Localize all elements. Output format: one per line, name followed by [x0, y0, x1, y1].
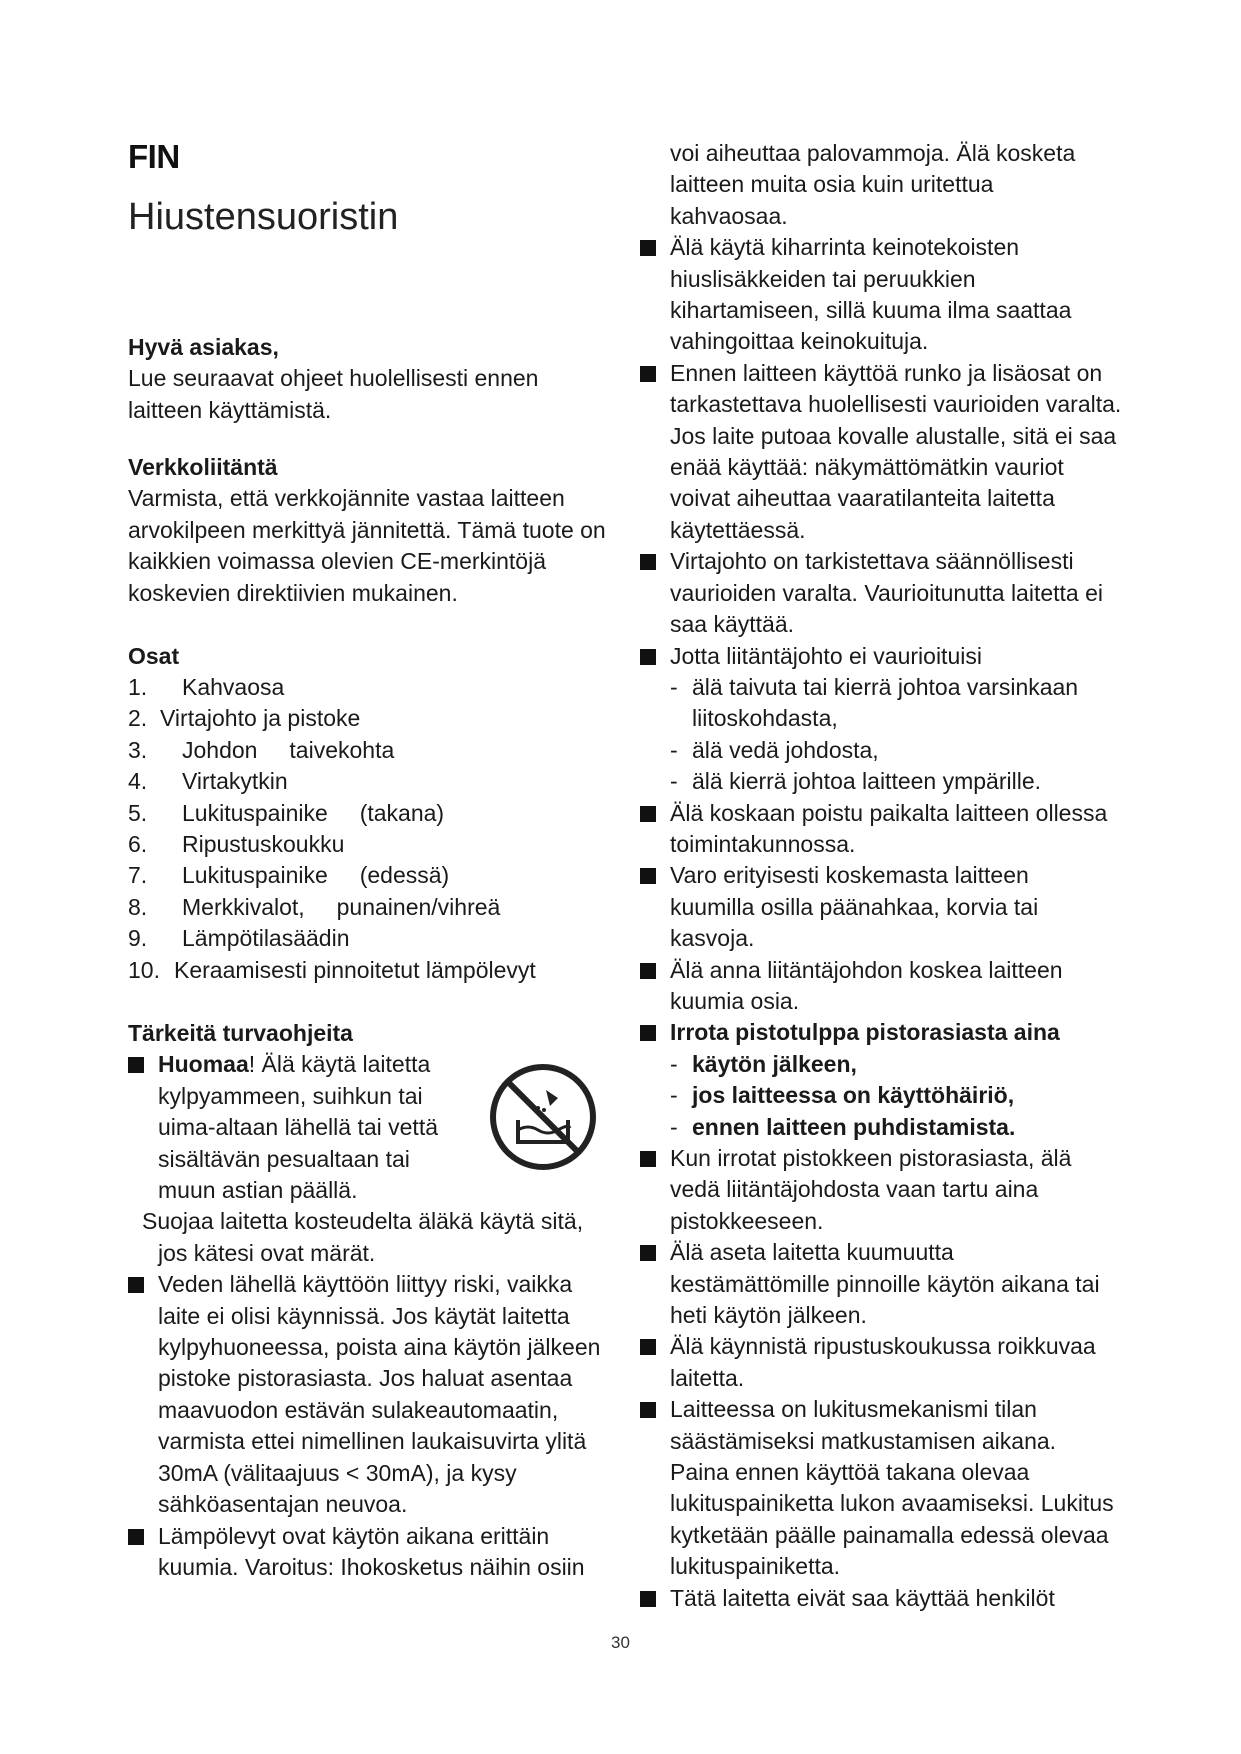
parts-list: [128, 672, 536, 986]
parts-section: [128, 641, 618, 672]
bullet-item: Lämpölevyt ovat käytön aikana erittäin kuumia. Varoitus: Ihokosketus näihin osiin: [128, 1521, 618, 1584]
bullet-square-icon: [640, 1591, 656, 1607]
intro-section: [128, 332, 618, 426]
bullet-square-icon: [640, 1245, 656, 1261]
list-item: 7. Lukituspainike (edessä): [128, 862, 450, 889]
bullet-item: Älä koskaan poistu paikalta laitteen ollessa toimintakunnossa.: [640, 798, 1140, 861]
bullet-item: Ennen laitteen käyttöä runko ja lisäosat on tarkastettava huolellisesti vaurioiden varalta. Jos laite putoaa kovalle alustalle, sitä ei saa enää käyttää: näkymättömätkin vauriot voivat aiheuttaa vaaratilanteita laitetta käytettäessä.: [640, 358, 1140, 546]
bullet-item: Kun irrotat pistokkeen pistorasiasta, älä vedä liitäntäjohdosta vaan tartu aina pistokkeeseen.: [640, 1143, 1140, 1237]
power-line: koskevien direktiivien mukainen.: [128, 579, 458, 606]
language-code: FIN: [128, 138, 180, 175]
bullet-square-icon: [640, 868, 656, 884]
power-heading: Verkkoliitäntä: [128, 454, 278, 480]
intro-line: laitteen käyttämistä.: [128, 396, 332, 423]
bullet-square-icon: [128, 1529, 144, 1545]
bullet-item: Huomaa! Älä käytä laitetta kylpyammeen, suihkun tai uima-altaan lähellä tai vettä sisältävän pesualtaan tai muun astian päällä.: [128, 1049, 618, 1206]
bullet-square-icon: [640, 1151, 656, 1167]
power-line: arvokilpeen merkittyä jännitettä. Tämä tuote on: [128, 516, 606, 543]
bullet-square-icon: [128, 1277, 144, 1293]
bullet-square-icon: [640, 554, 656, 570]
intro-line: Lue seuraavat ohjeet huolellisesti ennen: [128, 365, 539, 392]
list-item: 8. Merkkivalot, punainen/vihreä: [128, 893, 501, 920]
list-item: 5. Lukituspainike (takana): [128, 799, 445, 826]
bullet-square-icon: [640, 1339, 656, 1355]
bullet-item: Virtajohto on tarkistettava säännöllisesti vaurioiden varalta. Vaurioitunutta laitetta ei saa käyttää.: [640, 546, 1140, 640]
bullet-square-icon: [640, 1402, 656, 1418]
right-column: [640, 138, 1140, 1614]
bullet-item: Irrota pistotulppa pistorasiasta aina: [640, 1017, 1140, 1048]
power-line: Varmista, että verkkojännite vastaa laitteen: [128, 485, 565, 512]
list-item: 9. Lämpötilasäädin: [128, 925, 350, 952]
page-number: 30: [611, 1633, 630, 1652]
dash-list: - käytön jälkeen, - jos laitteessa on käyttöhäiriö, - ennen laitteen puhdistamista.: [670, 1050, 1016, 1140]
bullet-square-icon: [640, 1025, 656, 1041]
bullet-item: Älä käynnistä ripustuskoukussa roikkuvaa laitetta.: [640, 1331, 1140, 1394]
bullet-item: Tätä laitetta eivät saa käyttää henkilöt: [640, 1583, 1140, 1614]
bullet-square-icon: [640, 240, 656, 256]
bullet-item: Veden lähellä käyttöön liittyy riski, vaikka laite ei olisi käynnissä. Jos käytät laitetta kylpyhuoneessa, poista aina käytön jälkeen pistoke pistorasiasta. Jos haluat asentaa maavuodon estävän sulakeautomaatin, varmista ettei nimellinen laukaisuvirta ylitä 30mA (välitaajuus < 30mA), ja kysy sähköasentajan neuvoa.: [128, 1269, 618, 1520]
no-water-warning-icon: [488, 1062, 598, 1172]
bullet-square-icon: [640, 649, 656, 665]
bullet-item: Älä käytä kiharrinta keinotekoisten hiuslisäkkeiden tai peruukkien kihartamiseen, sillä kuuma ilma saattaa vahingoittaa keinokuituja.: [640, 232, 1140, 358]
parts-heading: Osat: [128, 643, 180, 669]
intro-heading: Hyvä asiakas,: [128, 334, 279, 360]
power-section: [128, 452, 618, 609]
dash-list: - älä taivuta tai kierrä johtoa varsinkaan liitoskohdasta, - älä vedä johdosta, - älä kierrä johtoa laitteen ympärille.: [670, 673, 1079, 795]
bullet-square-icon: [640, 963, 656, 979]
list-item: 1. Kahvaosa: [128, 674, 285, 700]
page-title: Hiustensuoristin: [128, 196, 399, 238]
bullet-square-icon: [640, 366, 656, 382]
list-item: 4. Virtakytkin: [128, 768, 288, 795]
bullet-item: Laitteessa on lukitusmekanismi tilan säästämiseksi matkustamisen aikana. Paina ennen käyttöä takana olevaa lukituspainiketta lukon avaamiseksi. Lukitus kytketään päälle painamalla edessä olevaa lukituspainiketta.: [640, 1394, 1140, 1582]
continued-text: voi aiheuttaa palovammoja. Älä kosketa laitteen muita osia kuin uritettua kahvaosaa.: [670, 140, 1076, 229]
bullet-item: Jotta liitäntäjohto ei vaurioituisi: [640, 641, 1140, 672]
list-item: 6. Ripustuskoukku: [128, 831, 345, 858]
bullet-item: Älä aseta laitetta kuumuutta kestämättömille pinnoille käytön aikana tai heti käytön jälkeen.: [640, 1237, 1140, 1331]
list-item: 10. Keraamisesti pinnoitetut lämpölevyt: [128, 956, 536, 983]
list-item: 3. Johdon taivekohta: [128, 736, 395, 763]
bullet-item: Älä anna liitäntäjohdon koskea laitteen kuumia osia.: [640, 955, 1140, 1018]
bullet-item: Varo erityisesti koskemasta laitteen kuumilla osilla päänahkaa, korvia tai kasvoja.: [640, 860, 1140, 954]
power-line: kaikkien voimassa olevien CE-merkintöjä: [128, 548, 546, 575]
protect-text: Suojaa laitetta kosteudelta äläkä käytä sitä, jos kätesi ovat märät.: [142, 1208, 584, 1266]
list-item: 2. Virtajohto ja pistoke: [128, 705, 361, 732]
bullet-square-icon: [128, 1057, 144, 1073]
warning-label: Huomaa: [158, 1051, 249, 1078]
safety-heading: Tärkeitä turvaohjeita: [128, 1020, 353, 1046]
bullet-square-icon: [640, 806, 656, 822]
